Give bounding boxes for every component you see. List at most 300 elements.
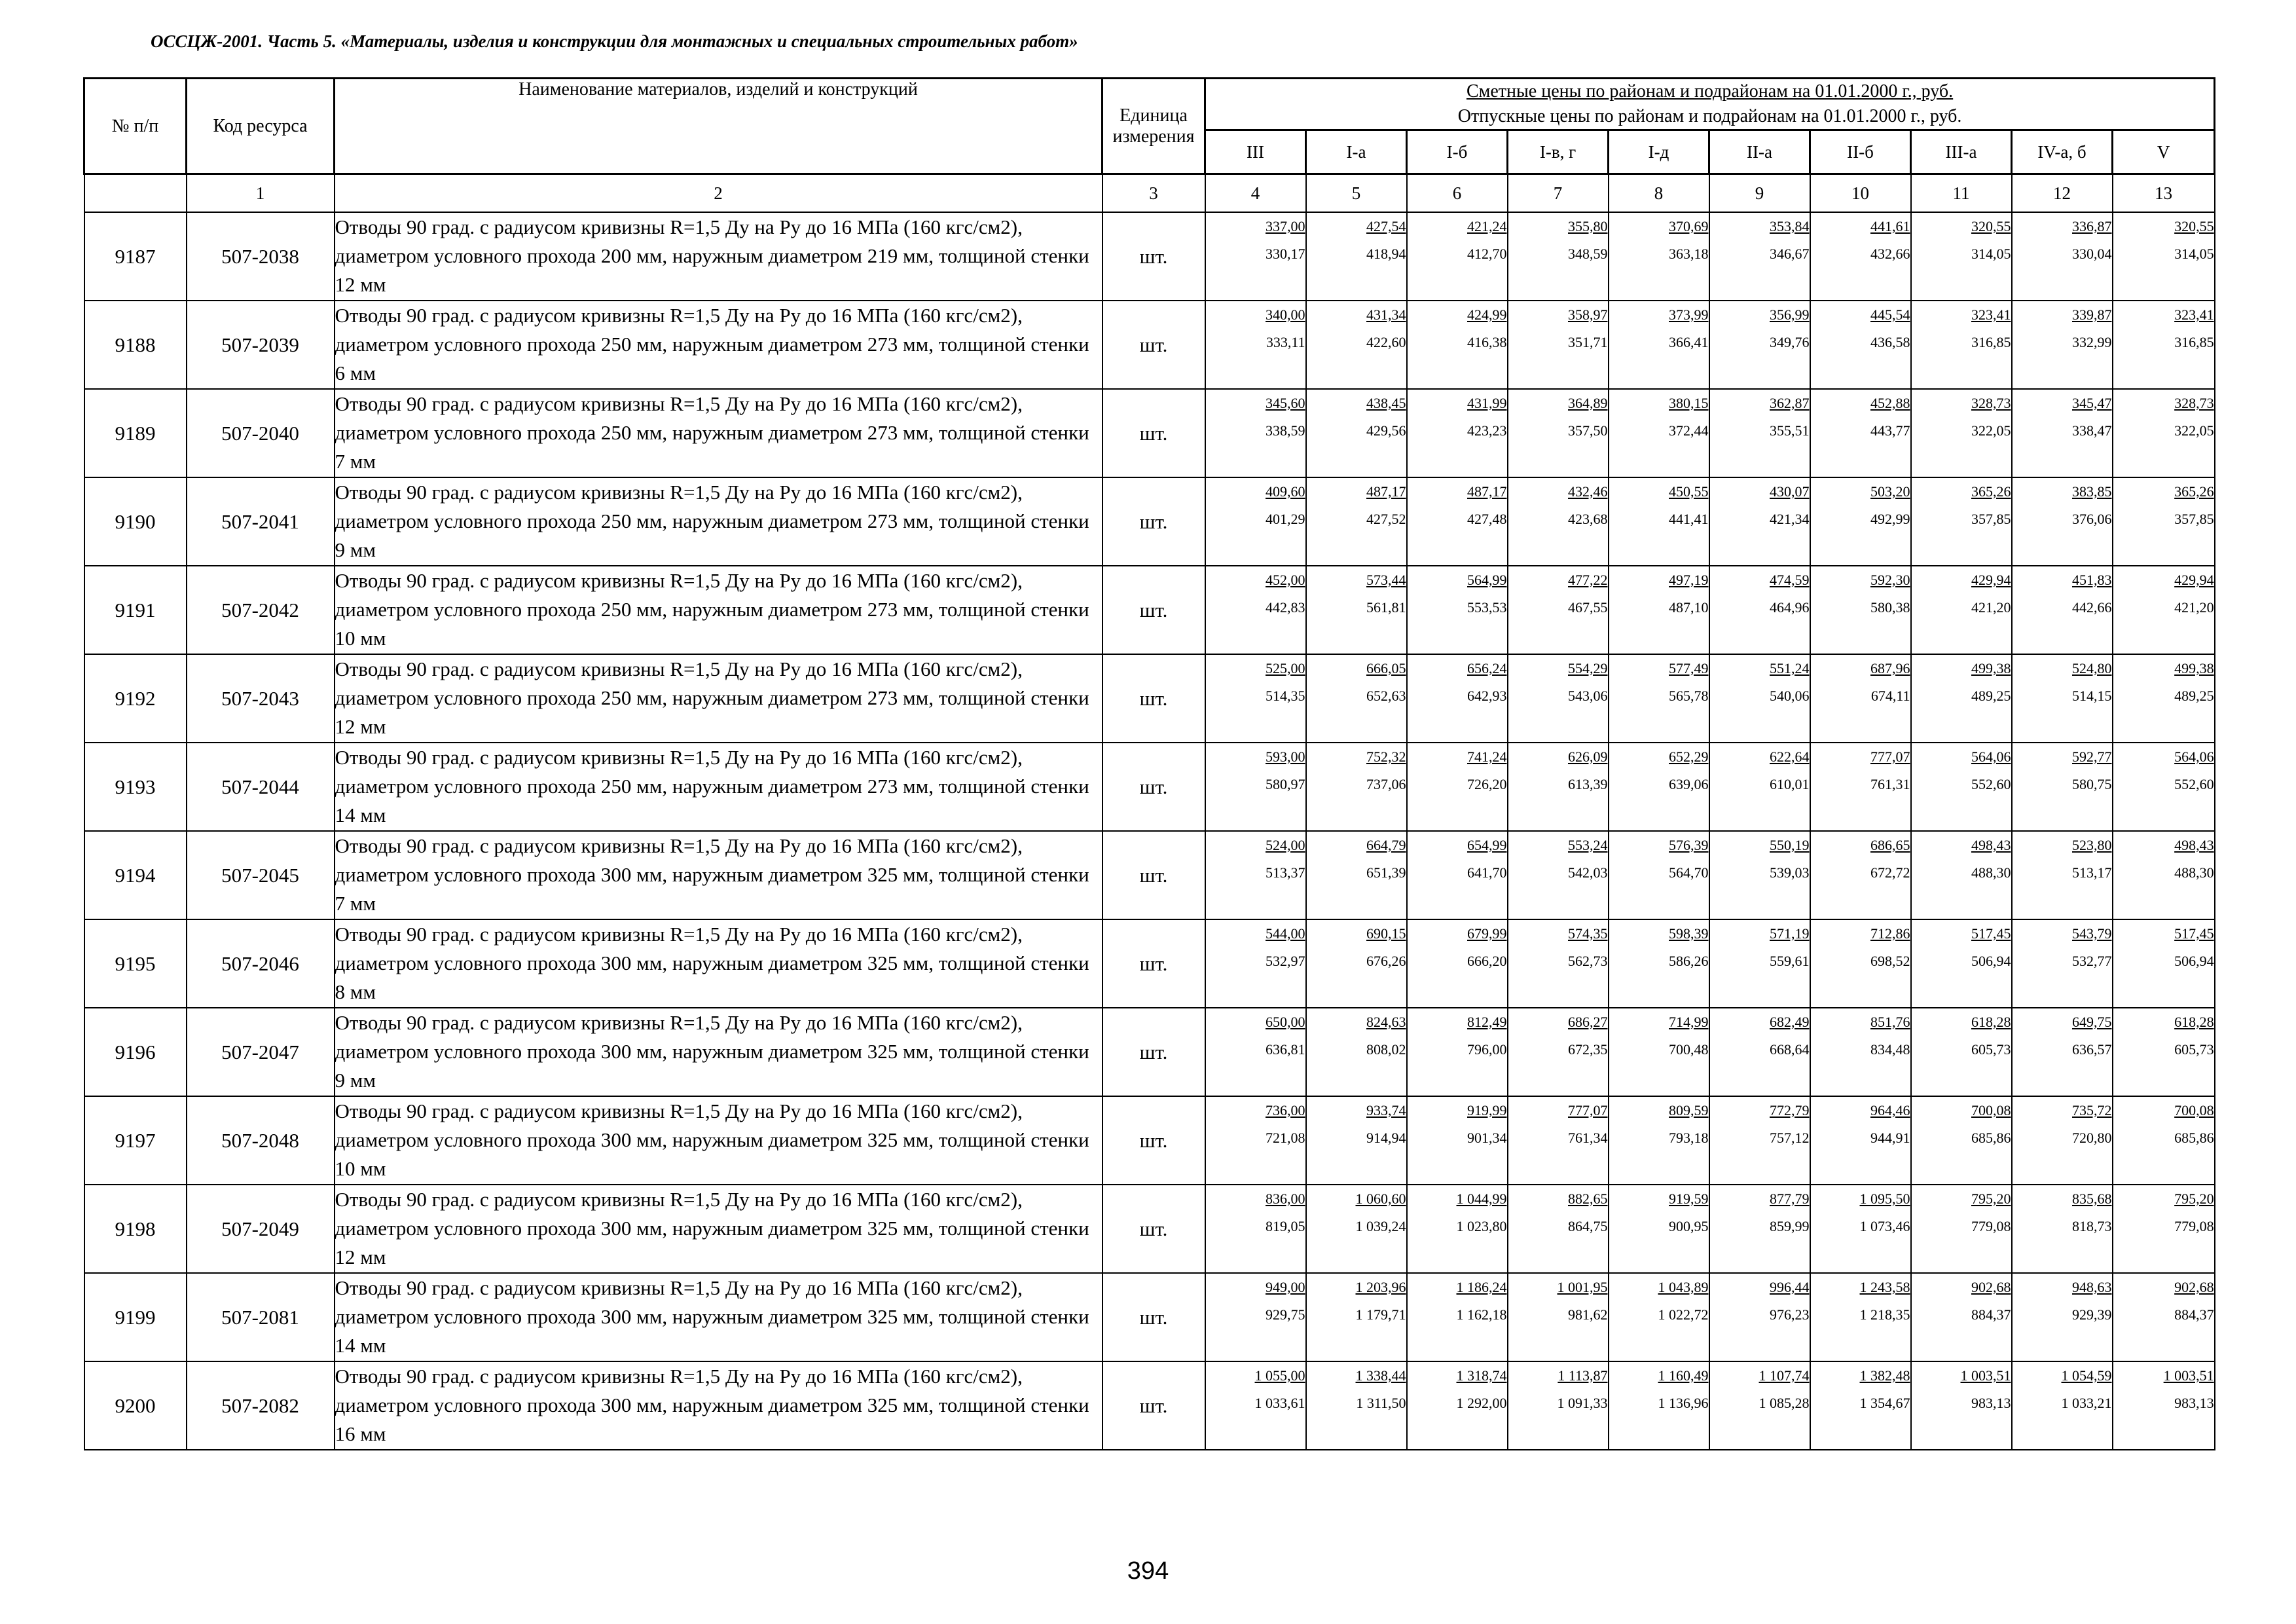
- price-cell: [2012, 301, 2113, 389]
- estimate-price: 427,54: [1366, 218, 1406, 234]
- estimate-price: 626,09: [1568, 748, 1608, 765]
- price-cell: [2012, 212, 2113, 301]
- release-price: 834,48: [1870, 1041, 1910, 1058]
- release-price: 779,08: [2174, 1218, 2214, 1234]
- price-cell: [1709, 654, 1810, 743]
- release-price: 698,52: [1870, 953, 1910, 969]
- region-header: I-д: [1609, 130, 1709, 174]
- material-name: Отводы 90 град. с радиусом кривизны R=1,5 Ду на Ру до 16 МПа (160 кгс/см2), диаметром условного прохода 250 мм, наружным диаметром 273 мм, толщиной стенки 6 мм: [335, 301, 1102, 389]
- release-price: 467,55: [1568, 599, 1608, 616]
- release-price: 423,68: [1568, 511, 1608, 527]
- release-price: 506,94: [1971, 953, 2011, 969]
- estimate-price: 421,24: [1467, 218, 1507, 234]
- estimate-price: 795,20: [1971, 1190, 2011, 1207]
- column-number: 11: [1911, 174, 2012, 213]
- release-price: 1 354,67: [1859, 1395, 1910, 1411]
- region-header: I-а: [1306, 130, 1407, 174]
- release-price: 506,94: [2174, 953, 2214, 969]
- price-cell: [2113, 212, 2215, 301]
- estimate-price: 438,45: [1366, 395, 1406, 411]
- estimate-price: 618,28: [1971, 1014, 2011, 1030]
- price-cell: [2113, 1096, 2215, 1185]
- estimate-price: 409,60: [1266, 483, 1305, 500]
- price-cell: [1205, 1273, 1306, 1361]
- estimate-price: 498,43: [1971, 837, 2011, 853]
- column-number: 13: [2113, 174, 2215, 213]
- price-cell: [1911, 1185, 2012, 1273]
- estimate-price: 571,19: [1770, 925, 1810, 942]
- estimate-price: 498,43: [2174, 837, 2214, 853]
- price-cell: [1508, 1273, 1609, 1361]
- price-cell: [1306, 566, 1407, 654]
- release-price: 464,96: [1770, 599, 1810, 616]
- price-cell: [1810, 831, 1911, 919]
- estimate-price: 380,15: [1669, 395, 1709, 411]
- price-cell: [1407, 919, 1508, 1008]
- estimate-price: 383,85: [2072, 483, 2112, 500]
- release-price: 540,06: [1770, 688, 1810, 704]
- row-number: 9199: [84, 1273, 187, 1361]
- price-cell: [2012, 477, 2113, 566]
- estimate-price: 652,29: [1669, 748, 1709, 765]
- price-cell: [1407, 1361, 1508, 1450]
- release-price: 674,11: [1870, 688, 1910, 704]
- resource-code: 507-2082: [187, 1361, 335, 1450]
- estimate-price: 517,45: [1971, 925, 2011, 942]
- release-price: 351,71: [1568, 334, 1608, 350]
- price-cell: [1306, 477, 1407, 566]
- estimate-price: 1 338,44: [1355, 1367, 1406, 1384]
- release-price: 639,06: [1669, 776, 1709, 792]
- release-price: 332,99: [2072, 334, 2112, 350]
- estimate-price: 919,99: [1467, 1102, 1507, 1118]
- estimate-price: 1 318,74: [1456, 1367, 1507, 1384]
- price-cell: [1911, 301, 2012, 389]
- resource-code: 507-2041: [187, 477, 335, 566]
- price-cell: [1407, 301, 1508, 389]
- release-price: 983,13: [1971, 1395, 2011, 1411]
- estimate-price: 1 054,59: [2061, 1367, 2112, 1384]
- estimate-price: 499,38: [2174, 660, 2214, 676]
- material-name: Отводы 90 град. с радиусом кривизны R=1,5 Ду на Ру до 16 МПа (160 кгс/см2), диаметром условного прохода 300 мм, наружным диаметром 325 мм, толщиной стенки 14 мм: [335, 1273, 1102, 1361]
- price-cell: [1810, 919, 1911, 1008]
- estimate-price: 741,24: [1467, 748, 1507, 765]
- release-price: 685,86: [1971, 1130, 2011, 1146]
- price-cell: [1609, 301, 1709, 389]
- release-price: 884,37: [2174, 1306, 2214, 1323]
- release-price: 532,77: [2072, 953, 2112, 969]
- estimate-price: 525,00: [1266, 660, 1305, 676]
- unit-of-measure: шт.: [1102, 1008, 1205, 1096]
- estimate-price: 487,17: [1467, 483, 1507, 500]
- price-cell: [2113, 1273, 2215, 1361]
- row-number: 9192: [84, 654, 187, 743]
- estimate-price: 682,49: [1770, 1014, 1810, 1030]
- release-price: 421,20: [2174, 599, 2214, 616]
- estimate-price: 1 060,60: [1355, 1190, 1406, 1207]
- price-cell: [1306, 301, 1407, 389]
- price-cell: [1609, 1273, 1709, 1361]
- release-price: 1 033,21: [2061, 1395, 2112, 1411]
- release-price: 983,13: [2174, 1395, 2214, 1411]
- price-cell: [1306, 743, 1407, 831]
- unit-of-measure: шт.: [1102, 654, 1205, 743]
- estimate-price: 700,08: [1971, 1102, 2011, 1118]
- price-cell: [1810, 389, 1911, 477]
- release-price: 363,18: [1669, 246, 1709, 262]
- price-cell: [1810, 1273, 1911, 1361]
- estimate-price: 431,99: [1467, 395, 1507, 411]
- price-cell: [1205, 743, 1306, 831]
- price-cell: [1709, 831, 1810, 919]
- release-price: 1 039,24: [1355, 1218, 1406, 1234]
- price-cell: [1911, 654, 2012, 743]
- price-cell: [1205, 654, 1306, 743]
- release-price: 539,03: [1770, 864, 1810, 881]
- estimate-price: 353,84: [1770, 218, 1810, 234]
- estimate-price: 666,05: [1366, 660, 1406, 676]
- estimate-price: 441,61: [1870, 218, 1910, 234]
- region-header: IV-а, б: [2012, 130, 2113, 174]
- release-price: 929,75: [1266, 1306, 1305, 1323]
- price-cell: [1205, 212, 1306, 301]
- estimate-price: 877,79: [1770, 1190, 1810, 1207]
- price-header-estimate: Сметные цены по районам и подрайонам на 01.01.2000 г., руб.: [1466, 81, 1954, 101]
- release-price: 666,20: [1467, 953, 1507, 969]
- estimate-price: 429,94: [1971, 572, 2011, 588]
- price-cell: [2012, 389, 2113, 477]
- price-cell: [1609, 1185, 1709, 1273]
- release-price: 605,73: [1971, 1041, 2011, 1058]
- price-cell: [1709, 1096, 1810, 1185]
- column-number: 8: [1609, 174, 1709, 213]
- row-number: 9191: [84, 566, 187, 654]
- release-price: 884,37: [1971, 1306, 2011, 1323]
- unit-of-measure: шт.: [1102, 919, 1205, 1008]
- document-title: ОССЦЖ-2001. Часть 5. «Материалы, изделия и конструкции для монтажных и специальных строительных работ»: [151, 31, 1078, 51]
- release-price: 513,37: [1266, 864, 1305, 881]
- price-cell: [1508, 831, 1609, 919]
- estimate-price: 902,68: [1971, 1279, 2011, 1295]
- estimate-price: 517,45: [2174, 925, 2214, 942]
- estimate-price: 550,19: [1770, 837, 1810, 853]
- table-row: [84, 743, 2215, 831]
- estimate-price: 964,46: [1870, 1102, 1910, 1118]
- release-price: 322,05: [2174, 422, 2214, 439]
- price-cell: [1709, 389, 1810, 477]
- col-header-unit: Единица измерения: [1102, 79, 1205, 174]
- release-price: 737,06: [1366, 776, 1406, 792]
- release-price: 1 033,61: [1254, 1395, 1305, 1411]
- estimate-price: 622,64: [1770, 748, 1810, 765]
- price-cell: [1508, 1096, 1609, 1185]
- price-cell: [1407, 566, 1508, 654]
- estimate-price: 1 113,87: [1558, 1367, 1608, 1384]
- unit-of-measure: шт.: [1102, 1096, 1205, 1185]
- unit-of-measure: шт.: [1102, 743, 1205, 831]
- region-header: I-в, г: [1508, 130, 1609, 174]
- estimate-price: 551,24: [1770, 660, 1810, 676]
- resource-code: 507-2045: [187, 831, 335, 919]
- estimate-price: 323,41: [2174, 306, 2214, 323]
- estimate-price: 365,26: [1971, 483, 2011, 500]
- release-price: 976,23: [1770, 1306, 1810, 1323]
- release-price: 668,64: [1770, 1041, 1810, 1058]
- price-cell: [1508, 1185, 1609, 1273]
- release-price: 314,05: [1971, 246, 2011, 262]
- price-cell: [1609, 743, 1709, 831]
- estimate-price: 429,94: [2174, 572, 2214, 588]
- price-cell: [1205, 389, 1306, 477]
- estimate-price: 593,00: [1266, 748, 1305, 765]
- unit-of-measure: шт.: [1102, 301, 1205, 389]
- col-header-code: Код ресурса: [187, 79, 335, 174]
- price-cell: [2012, 1096, 2113, 1185]
- release-price: 561,81: [1366, 599, 1406, 616]
- estimate-price: 320,55: [2174, 218, 2214, 234]
- estimate-price: 592,30: [1870, 572, 1910, 588]
- estimate-price: 337,00: [1266, 218, 1305, 234]
- estimate-price: 450,55: [1669, 483, 1709, 500]
- estimate-price: 598,39: [1669, 925, 1709, 942]
- estimate-price: 812,49: [1467, 1014, 1507, 1030]
- estimate-price: 576,39: [1669, 837, 1709, 853]
- price-cell: [1205, 919, 1306, 1008]
- estimate-price: 320,55: [1971, 218, 2011, 234]
- release-price: 357,85: [1971, 511, 2011, 527]
- estimate-price: 553,24: [1568, 837, 1608, 853]
- release-price: 542,03: [1568, 864, 1608, 881]
- estimate-price: 355,80: [1568, 218, 1608, 234]
- region-header: II-б: [1810, 130, 1911, 174]
- price-cell: [1911, 212, 2012, 301]
- resource-code: 507-2038: [187, 212, 335, 301]
- estimate-price: 432,46: [1568, 483, 1608, 500]
- price-cell: [1609, 212, 1709, 301]
- estimate-price: 836,00: [1266, 1190, 1305, 1207]
- price-cell: [1205, 1185, 1306, 1273]
- estimate-price: 336,87: [2072, 218, 2112, 234]
- table-row: [84, 1361, 2215, 1450]
- price-cell: [2012, 919, 2113, 1008]
- release-price: 552,60: [2174, 776, 2214, 792]
- release-price: 330,17: [1266, 246, 1305, 262]
- release-price: 580,97: [1266, 776, 1305, 792]
- release-price: 442,83: [1266, 599, 1305, 616]
- release-price: 726,20: [1467, 776, 1507, 792]
- release-price: 316,85: [1971, 334, 2011, 350]
- release-price: 366,41: [1669, 334, 1709, 350]
- unit-of-measure: шт.: [1102, 566, 1205, 654]
- price-cell: [1205, 1361, 1306, 1450]
- release-price: 818,73: [2072, 1218, 2112, 1234]
- release-price: 357,85: [2174, 511, 2214, 527]
- price-cell: [2012, 831, 2113, 919]
- region-header: III: [1205, 130, 1306, 174]
- resource-code: 507-2046: [187, 919, 335, 1008]
- estimate-price: 656,24: [1467, 660, 1507, 676]
- release-price: 349,76: [1770, 334, 1810, 350]
- estimate-price: 795,20: [2174, 1190, 2214, 1207]
- price-cell: [1407, 831, 1508, 919]
- release-price: 559,61: [1770, 953, 1810, 969]
- release-price: 819,05: [1266, 1218, 1305, 1234]
- table-row: [84, 919, 2215, 1008]
- price-cell: [1609, 654, 1709, 743]
- column-number: 5: [1306, 174, 1407, 213]
- release-price: 1 179,71: [1355, 1306, 1406, 1323]
- release-price: 443,77: [1870, 422, 1910, 439]
- table-row: [84, 1185, 2215, 1273]
- estimate-price: 996,44: [1770, 1279, 1810, 1295]
- estimate-price: 700,08: [2174, 1102, 2214, 1118]
- price-cell: [1407, 477, 1508, 566]
- price-cell: [1508, 654, 1609, 743]
- estimate-price: 524,00: [1266, 837, 1305, 853]
- price-cell: [1911, 477, 2012, 566]
- release-price: 442,66: [2072, 599, 2112, 616]
- material-name: Отводы 90 град. с радиусом кривизны R=1,5 Ду на Ру до 16 МПа (160 кгс/см2), диаметром условного прохода 300 мм, наружным диаметром 325 мм, толщиной стенки 9 мм: [335, 1008, 1102, 1096]
- release-price: 1 085,28: [1758, 1395, 1810, 1411]
- release-price: 565,78: [1669, 688, 1709, 704]
- price-cell: [1205, 566, 1306, 654]
- material-name: Отводы 90 град. с радиусом кривизны R=1,5 Ду на Ру до 16 МПа (160 кгс/см2), диаметром условного прохода 250 мм, наружным диаметром 273 мм, толщиной стенки 9 мм: [335, 477, 1102, 566]
- unit-of-measure: шт.: [1102, 831, 1205, 919]
- price-cell: [1508, 212, 1609, 301]
- price-cell: [2113, 1008, 2215, 1096]
- estimate-price: 497,19: [1669, 572, 1709, 588]
- region-header: III-а: [1911, 130, 2012, 174]
- release-price: 944,91: [1870, 1130, 1910, 1146]
- estimate-price: 323,41: [1971, 306, 2011, 323]
- price-cell: [1508, 301, 1609, 389]
- price-cell: [2012, 654, 2113, 743]
- resource-code: 507-2040: [187, 389, 335, 477]
- price-cell: [1306, 1008, 1407, 1096]
- price-cell: [1407, 654, 1508, 743]
- price-cell: [1407, 389, 1508, 477]
- release-price: 401,29: [1266, 511, 1305, 527]
- price-cell: [1205, 1008, 1306, 1096]
- price-cell: [1609, 566, 1709, 654]
- release-price: 421,20: [1971, 599, 2011, 616]
- resource-code: 507-2048: [187, 1096, 335, 1185]
- resource-code: 507-2042: [187, 566, 335, 654]
- release-price: 422,60: [1366, 334, 1406, 350]
- row-number: 9188: [84, 301, 187, 389]
- price-cell: [1709, 1273, 1810, 1361]
- page-number: 394: [1127, 1557, 1169, 1585]
- release-price: 333,11: [1266, 334, 1305, 350]
- release-price: 1 136,96: [1658, 1395, 1709, 1411]
- release-price: 376,06: [2072, 511, 2112, 527]
- estimate-price: 1 243,58: [1859, 1279, 1910, 1295]
- release-price: 1 022,72: [1658, 1306, 1709, 1323]
- release-price: 636,81: [1266, 1041, 1305, 1058]
- release-price: 543,06: [1568, 688, 1608, 704]
- estimate-price: 777,07: [1870, 748, 1910, 765]
- estimate-price: 809,59: [1669, 1102, 1709, 1118]
- price-cell: [1306, 1185, 1407, 1273]
- release-price: 488,30: [2174, 864, 2214, 881]
- estimate-price: 451,83: [2072, 572, 2112, 588]
- col-header-num: № п/п: [84, 79, 187, 174]
- release-price: 1 073,46: [1859, 1218, 1910, 1234]
- release-price: 1 091,33: [1557, 1395, 1608, 1411]
- price-cell: [1911, 566, 2012, 654]
- estimate-price: 902,68: [2174, 1279, 2214, 1295]
- row-number: 9197: [84, 1096, 187, 1185]
- release-price: 808,02: [1366, 1041, 1406, 1058]
- release-price: 1 311,50: [1356, 1395, 1406, 1411]
- row-number: 9187: [84, 212, 187, 301]
- release-price: 488,30: [1971, 864, 2011, 881]
- price-cell: [1407, 1273, 1508, 1361]
- price-cell: [1306, 1361, 1407, 1450]
- release-price: 900,95: [1669, 1218, 1709, 1234]
- estimate-price: 424,99: [1467, 306, 1507, 323]
- estimate-price: 564,06: [1971, 748, 2011, 765]
- release-price: 562,73: [1568, 953, 1608, 969]
- price-cell: [1911, 831, 2012, 919]
- estimate-price: 452,00: [1266, 572, 1305, 588]
- release-price: 642,93: [1467, 688, 1507, 704]
- release-price: 685,86: [2174, 1130, 2214, 1146]
- row-number: 9196: [84, 1008, 187, 1096]
- estimate-price: 544,00: [1266, 925, 1305, 942]
- estimate-price: 445,54: [1870, 306, 1910, 323]
- column-number: 9: [1709, 174, 1810, 213]
- release-price: 586,26: [1669, 953, 1709, 969]
- region-header: II-а: [1709, 130, 1810, 174]
- estimate-price: 882,65: [1568, 1190, 1608, 1207]
- estimate-price: 477,22: [1568, 572, 1608, 588]
- price-cell: [2113, 389, 2215, 477]
- column-number: 6: [1407, 174, 1508, 213]
- release-price: 580,38: [1870, 599, 1910, 616]
- estimate-price: 328,73: [1971, 395, 2011, 411]
- estimate-price: 592,77: [2072, 748, 2112, 765]
- table-row: [84, 1273, 2215, 1361]
- row-number: 9193: [84, 743, 187, 831]
- price-cell: [1810, 566, 1911, 654]
- estimate-price: 686,65: [1870, 837, 1910, 853]
- release-price: 436,58: [1870, 334, 1910, 350]
- price-table: [83, 77, 2215, 1450]
- table-row: [84, 831, 2215, 919]
- estimate-price: 362,87: [1770, 395, 1810, 411]
- release-price: 489,25: [2174, 688, 2214, 704]
- unit-of-measure: шт.: [1102, 1273, 1205, 1361]
- material-name: Отводы 90 град. с радиусом кривизны R=1,5 Ду на Ру до 16 МПа (160 кгс/см2), диаметром условного прохода 250 мм, наружным диаметром 273 мм, толщиной стенки 10 мм: [335, 566, 1102, 654]
- column-number: [84, 174, 187, 213]
- estimate-price: 564,06: [2174, 748, 2214, 765]
- estimate-price: 949,00: [1266, 1279, 1305, 1295]
- release-price: 514,35: [1266, 688, 1305, 704]
- release-price: 427,52: [1366, 511, 1406, 527]
- column-number: 12: [2012, 174, 2113, 213]
- estimate-price: 1 003,51: [2163, 1367, 2214, 1384]
- material-name: Отводы 90 град. с радиусом кривизны R=1,5 Ду на Ру до 16 МПа (160 кгс/см2), диаметром условного прохода 300 мм, наружным диаметром 325 мм, толщиной стенки 8 мм: [335, 919, 1102, 1008]
- material-name: Отводы 90 град. с радиусом кривизны R=1,5 Ду на Ру до 16 МПа (160 кгс/см2), диаметром условного прохода 300 мм, наружным диаметром 325 мм, толщиной стенки 16 мм: [335, 1361, 1102, 1450]
- release-price: 757,12: [1770, 1130, 1810, 1146]
- price-cell: [2113, 654, 2215, 743]
- price-cell: [2012, 1273, 2113, 1361]
- price-cell: [1609, 389, 1709, 477]
- estimate-price: 452,88: [1870, 395, 1910, 411]
- row-number: 9194: [84, 831, 187, 919]
- unit-of-measure: шт.: [1102, 477, 1205, 566]
